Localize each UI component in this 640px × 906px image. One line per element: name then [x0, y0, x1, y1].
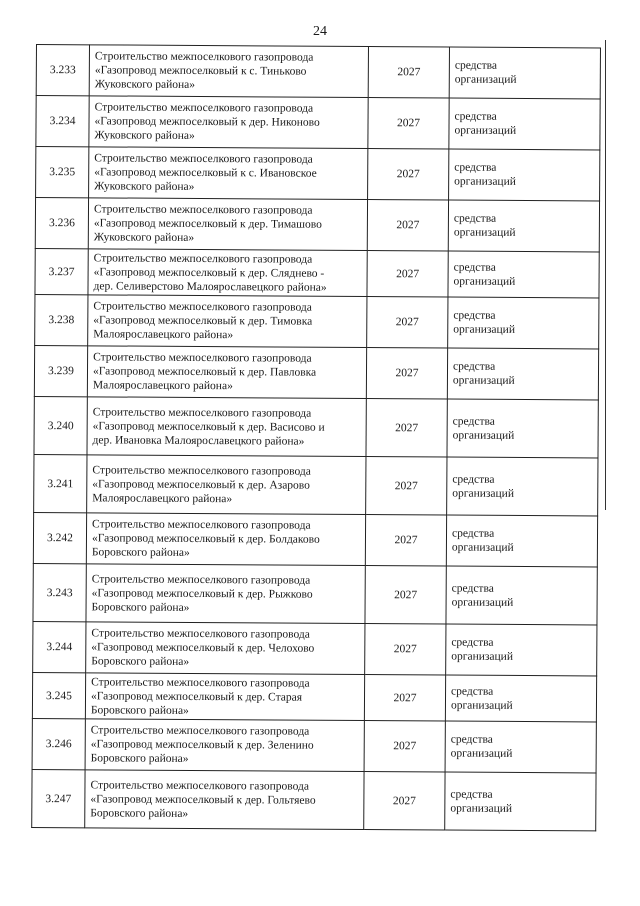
description-line: «Газопровод межпоселковый к с. Ивановское — [94, 166, 317, 180]
funding-line: организаций — [450, 802, 513, 815]
row-number: 3.246 — [32, 718, 85, 769]
funding-line: средства — [451, 685, 494, 698]
row-funding-source — [447, 457, 598, 516]
row-year: 2027 — [366, 348, 447, 399]
description-line: Строительство межпоселкового газопровода — [94, 50, 314, 64]
funding-line: средства — [454, 161, 497, 174]
row-funding-source — [446, 566, 597, 625]
row-funding-source — [448, 297, 599, 349]
row-year: 2027 — [365, 566, 446, 624]
row-description — [89, 147, 368, 200]
row-description — [85, 770, 364, 830]
row-description — [89, 45, 368, 98]
funding-line: организаций — [450, 699, 513, 712]
description-line: «Газопровод межпоселковый к дер. Челохово — [91, 641, 315, 655]
table-row — [33, 512, 597, 566]
row-year: 2027 — [364, 772, 445, 830]
row-year: 2027 — [365, 515, 446, 566]
funding-line: средства — [454, 110, 497, 123]
description-line: Строительство межпоселкового газопровода — [92, 463, 311, 478]
row-description — [87, 346, 366, 399]
description-line: Жуковского района» — [94, 180, 195, 193]
table-row — [34, 345, 598, 399]
row-number: 3.234 — [36, 96, 89, 147]
row-number: 3.241 — [34, 454, 87, 512]
funding-line: средства — [452, 415, 495, 428]
description-line: «Газопровод межпоселковый к дер. Васисово и — [92, 419, 325, 434]
row-funding-source — [448, 251, 599, 298]
description-line: «Газопровод межпоселковый к дер. Болдаково — [91, 532, 320, 546]
description-line: Строительство межпоселкового газопровода — [90, 778, 310, 793]
row-description — [89, 96, 368, 149]
table-row — [32, 769, 596, 830]
row-funding-source — [445, 721, 596, 773]
funding-line: средства — [451, 527, 495, 540]
row-number: 3.244 — [33, 621, 86, 672]
row-description — [88, 249, 367, 297]
funding-line: организаций — [452, 429, 515, 442]
description-line: Строительство межпоселкового газопровода — [94, 101, 314, 115]
description-line: Малоярославецкого района» — [92, 491, 233, 505]
description-line: Строительство межпоселкового газопровода — [93, 203, 313, 217]
table-row — [36, 147, 600, 201]
row-year: 2027 — [366, 457, 447, 515]
row-year: 2027 — [367, 251, 448, 297]
funding-line: средства — [450, 788, 493, 801]
table-row — [35, 248, 599, 297]
description-line: Строительство межпоселкового газопровода — [94, 152, 313, 166]
funding-line: средства — [453, 261, 496, 274]
funding-line: средства — [452, 473, 495, 486]
funding-line: средства — [453, 212, 497, 225]
table-row — [33, 621, 597, 675]
row-funding-source — [446, 624, 597, 676]
row-funding-source — [447, 348, 598, 400]
row-number: 3.245 — [32, 672, 85, 718]
program-table — [31, 44, 601, 831]
description-line: «Газопровод межпоселковый к дер. Азарово — [92, 477, 310, 492]
description-line: «Газопровод межпоселковый к дер. Сляднево - — [93, 265, 325, 280]
table-row — [34, 396, 598, 457]
row-funding-source — [446, 515, 597, 567]
row-year: 2027 — [364, 721, 445, 772]
row-year: 2027 — [364, 675, 445, 721]
row-description — [86, 622, 365, 675]
description-line: Боровского района» — [90, 752, 189, 765]
description-line: дер. Ивановка Малоярославецкого района» — [92, 433, 305, 448]
row-funding-source — [449, 149, 600, 201]
row-description — [88, 198, 367, 251]
table-row — [35, 294, 599, 348]
description-line: Строительство межпоселкового газопровода — [92, 405, 312, 420]
description-line: Боровского района» — [90, 703, 189, 717]
table-body — [32, 45, 601, 831]
description-line: Строительство межпоселкового газопровода — [91, 572, 311, 587]
description-line: дер. Селиверстово Малоярославецкого района» — [93, 279, 327, 294]
description-line: «Газопровод межпоселковый к дер. Гольтяево — [90, 792, 316, 807]
table-row — [36, 96, 600, 150]
description-line: Боровского района» — [91, 600, 190, 614]
funding-line: средства — [453, 309, 496, 322]
description-line: Строительство межпоселкового газопровода — [90, 724, 310, 738]
table-row — [36, 45, 600, 99]
row-description — [86, 564, 365, 624]
description-line: Жуковского района» — [93, 231, 195, 244]
funding-line: организаций — [451, 541, 514, 554]
description-line: Малоярославецкого района» — [93, 328, 234, 342]
table-row — [34, 454, 598, 515]
description-line: Боровского района» — [91, 546, 190, 559]
description-line: Строительство межпоселкового газопровода — [93, 351, 312, 365]
row-year: 2027 — [367, 297, 448, 348]
page-number: 24 — [313, 24, 327, 39]
description-line: Строительство межпоселкового газопровода — [91, 627, 310, 641]
description-line: Строительство межпоселкового газопровода — [91, 675, 310, 690]
funding-line: организаций — [454, 124, 517, 137]
row-funding-source — [445, 675, 596, 722]
description-line: Строительство межпоселкового газопровода — [93, 300, 312, 314]
description-line: Боровского района» — [90, 806, 189, 820]
row-description — [85, 673, 364, 721]
description-line: «Газопровод межпоселковый к дер. Зеленино — [90, 738, 314, 752]
row-funding-source — [449, 47, 600, 99]
funding-line: организаций — [454, 175, 516, 188]
row-number: 3.237 — [35, 248, 88, 294]
row-year: 2027 — [368, 149, 449, 200]
description-line: Боровского района» — [91, 655, 190, 668]
funding-line: средства — [451, 582, 494, 595]
description-line: Жуковского района» — [94, 129, 195, 142]
margin-rule — [605, 40, 606, 510]
row-funding-source — [448, 200, 599, 252]
row-year: 2027 — [366, 399, 447, 457]
row-number: 3.240 — [34, 396, 87, 454]
table-row — [35, 198, 599, 252]
description-line: «Газопровод межпоселковый к дер. Старая — [90, 689, 303, 704]
funding-line: организаций — [453, 226, 516, 239]
row-year: 2027 — [368, 98, 449, 149]
funding-line: средства — [454, 59, 498, 72]
funding-line: организаций — [450, 747, 513, 760]
description-line: «Газопровод межпоселковый к с. Тиньково — [94, 64, 307, 78]
funding-line: средства — [453, 360, 496, 373]
funding-line: средства — [450, 733, 493, 746]
row-funding-source — [447, 399, 598, 458]
row-number: 3.247 — [32, 769, 85, 827]
row-number: 3.243 — [33, 563, 86, 621]
row-description — [87, 397, 366, 457]
funding-line: средства — [451, 636, 494, 649]
row-number: 3.238 — [35, 294, 88, 345]
description-line: «Газопровод межпоселковый к дер. Тимовка — [93, 314, 313, 328]
table-row — [33, 563, 597, 624]
row-funding-source — [449, 98, 600, 150]
row-number: 3.235 — [36, 147, 89, 198]
funding-line: организаций — [452, 487, 515, 500]
funding-line: организаций — [452, 374, 515, 387]
row-year: 2027 — [365, 624, 446, 675]
row-year: 2027 — [368, 47, 449, 98]
funding-line: организаций — [453, 275, 516, 288]
table-row — [32, 718, 596, 772]
row-description — [87, 455, 366, 515]
funding-line: организаций — [451, 596, 514, 609]
description-line: «Газопровод межпоселковый к дер. Павловка — [92, 365, 317, 379]
funding-line: организаций — [453, 323, 516, 336]
row-description — [85, 719, 364, 772]
description-line: Жуковского района» — [94, 78, 196, 91]
description-line: Малоярославецкого района» — [92, 379, 233, 393]
description-line: «Газопровод межпоселковый к дер. Никоново — [94, 115, 320, 129]
description-line: Строительство межпоселкового газопровода — [92, 518, 311, 532]
row-number: 3.233 — [36, 45, 89, 96]
row-number: 3.242 — [33, 512, 86, 563]
table-row — [32, 672, 596, 721]
funding-line: организаций — [451, 650, 514, 663]
funding-line: организаций — [454, 73, 517, 86]
row-description — [88, 295, 367, 348]
row-number: 3.239 — [34, 345, 87, 396]
row-description — [86, 513, 365, 566]
description-line: «Газопровод межпоселковый к дер. Рыжково — [91, 586, 313, 601]
row-number: 3.236 — [35, 198, 88, 249]
row-funding-source — [445, 772, 596, 831]
row-year: 2027 — [367, 200, 448, 251]
description-line: Строительство межпоселкового газопровода — [93, 251, 313, 266]
description-line: «Газопровод межпоселковый к дер. Тимашово — [93, 217, 322, 231]
